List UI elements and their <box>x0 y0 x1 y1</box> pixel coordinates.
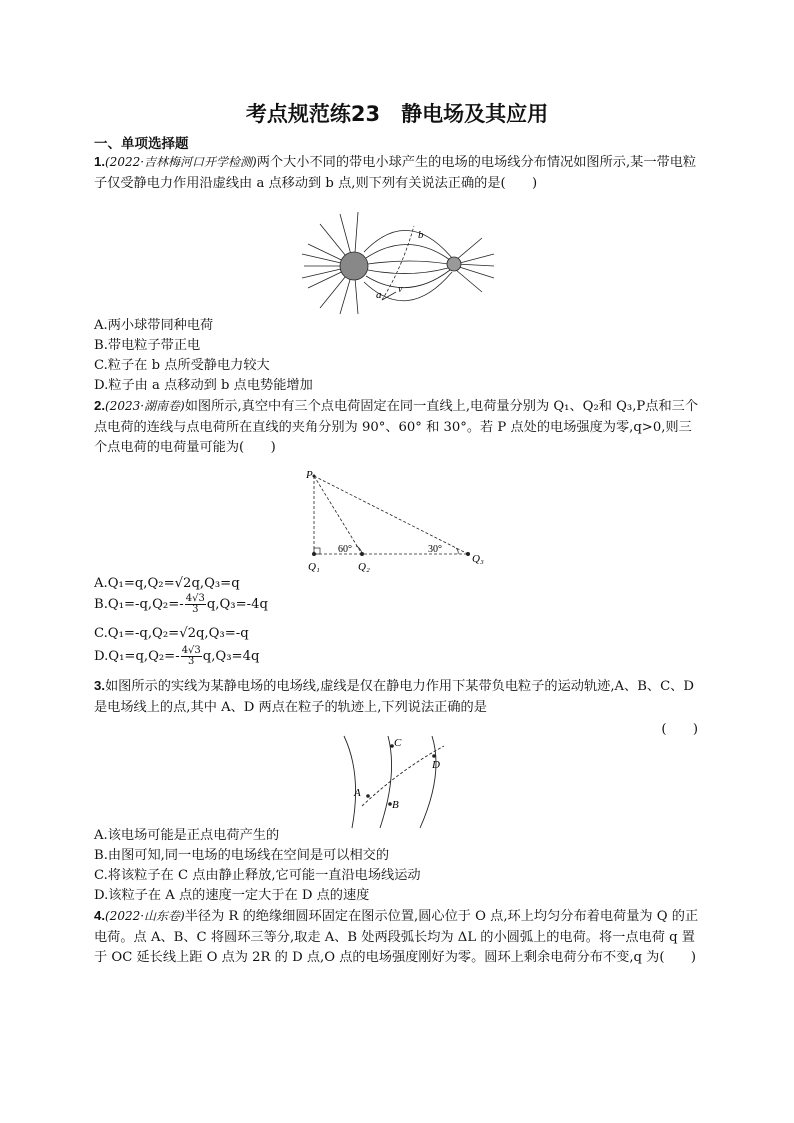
fraction <box>185 594 206 615</box>
question-1-stem <box>94 152 700 194</box>
question-text: 两个大小不同的带电小球产生的电场的电场线分布情况如图所示,某一带电粒子仅受静电力作用沿虚线由 a 点移动到 b 点,则下列有关说法正确的是( ) <box>94 155 697 191</box>
q3-option-c: C.将该粒子在 C 点由静止释放,它可能一直沿电场线运动 <box>94 868 421 883</box>
label-b: B <box>392 799 399 811</box>
q2-option-d <box>94 646 259 667</box>
question-text: 半径为 R 的绝缘细圆环固定在图示位置,圆心位于 O 点,环上均匀分布着电荷量为 Q 的正电荷。点 A、B、C 将圆环三等分,取走 A、B 处两段弧长均为 ΔL 的小圆弧上的电荷。将一点电荷 q 置于 OC 延长线上距 O 点为 2R 的 D 点,O 点的电场强度刚好为零。圆环上剩余电荷分布不变,q 为( ) <box>94 909 699 965</box>
fraction-numerator: 4√3 <box>185 593 205 604</box>
question-text: 如图所示,真空中有三个点电荷固定在同一直线上,电荷量分别为 Q₁、Q₂和 Q₃,P点和三个点电荷的连线与点电荷所在直线的夹角分别为 90°、60° 和 30°。若 P 点处的电场强度为零,q>0,则三个点电荷的电荷量可能为( ) <box>94 399 699 455</box>
q1-option-b: B.带电粒子带正电 <box>94 338 201 353</box>
question-number: 3. <box>94 678 105 693</box>
label-angle-60: 60° <box>338 544 352 555</box>
fraction-numerator: 4√3 <box>181 645 201 656</box>
question-4-stem <box>94 906 700 969</box>
label-d: D <box>432 759 440 771</box>
q1-option-a: A.两小球带同种电荷 <box>94 318 214 333</box>
q3-option-d: D.该粒子在 A 点的速度一定大于在 D 点的速度 <box>94 888 370 903</box>
figure-field-lines-trajectory <box>340 734 460 830</box>
label-a: A <box>354 787 361 799</box>
q2-option-c: C.Q₁=-q,Q₂=√2q,Q₃=-q <box>94 626 249 641</box>
question-number: 1. <box>94 154 105 169</box>
label-angle-30: 30° <box>428 544 442 555</box>
label-v: v <box>398 284 403 295</box>
label-a: a <box>376 289 382 301</box>
question-number: 4. <box>94 908 105 923</box>
question-source: (2022·吉林梅河口开学检测) <box>105 155 257 169</box>
answer-paren: ( ) <box>661 722 698 737</box>
question-text: 如图所示的实线为某静电场的电场线,虚线是仅在静电力作用下某带负电粒子的运动轨迹,A、B、C、D 是电场线上的点,其中 A、D 两点在粒子的轨迹上,下列说法正确的是 <box>94 679 694 715</box>
q3-option-a: A.该电场可能是正点电荷产生的 <box>94 828 280 843</box>
question-number: 2. <box>94 398 105 413</box>
q3-option-b: B.由图可知,同一电场的电场线在空间是可以相交的 <box>94 848 390 863</box>
option-text: D.Q₁=q,Q₂=- <box>94 649 180 664</box>
fraction-denominator: 3 <box>188 656 195 667</box>
label-q1: Q₁ <box>308 561 320 572</box>
fraction-denominator: 3 <box>192 604 199 615</box>
fraction <box>181 646 202 667</box>
question-3-stem <box>94 676 700 718</box>
figure-three-charges <box>300 468 500 572</box>
label-b: b <box>418 229 424 241</box>
question-source: (2023·湖南卷) <box>105 399 185 413</box>
question-2-stem <box>94 396 700 459</box>
section-heading: 一、单项选择题 <box>94 136 189 152</box>
option-text: q,Q₃=4q <box>202 649 260 664</box>
page-title: 考点规范练23 静电场及其应用 <box>245 102 549 126</box>
q2-option-a: A.Q₁=q,Q₂=√2q,Q₃=q <box>94 576 240 591</box>
label-p: P <box>306 469 313 481</box>
label-c: C <box>394 737 402 749</box>
q1-option-c: C.粒子在 b 点所受静电力较大 <box>94 358 270 373</box>
question-source: (2022·山东卷) <box>105 909 185 923</box>
label-q3: Q₃ <box>472 553 484 565</box>
q1-option-d: D.粒子由 a 点移动到 b 点电势能增加 <box>94 378 313 393</box>
q2-option-b <box>94 594 268 615</box>
label-q2: Q₂ <box>358 561 370 572</box>
option-text: B.Q₁=-q,Q₂=- <box>94 597 184 612</box>
figure-field-lines-two-spheres <box>298 208 498 316</box>
option-text: q,Q₃=-4q <box>206 597 268 612</box>
